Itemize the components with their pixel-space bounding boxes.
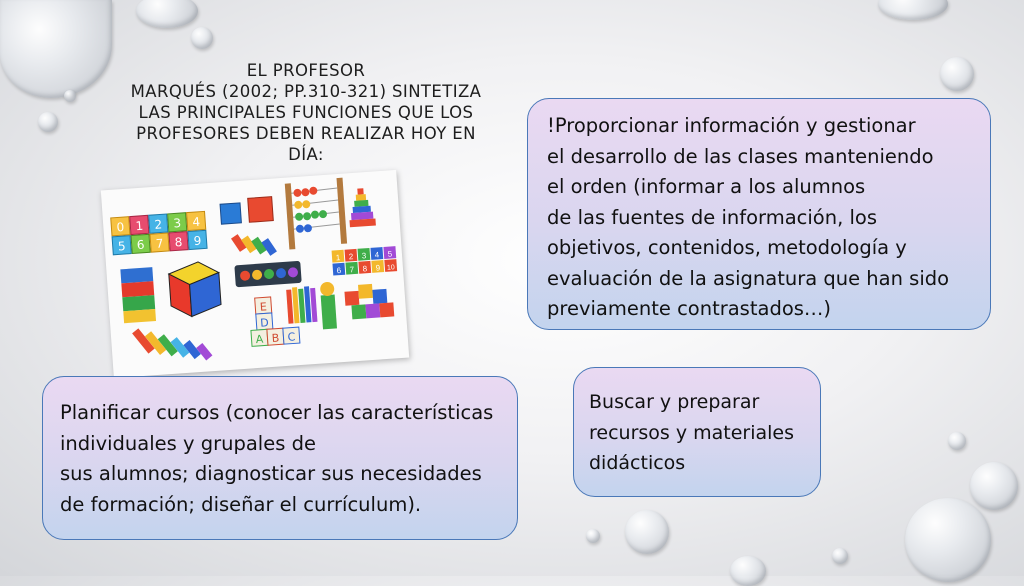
card-text-line: Planificar cursos (conocer las características — [60, 401, 494, 424]
block-digit: 9 — [375, 263, 381, 273]
card-text-line: Buscar y preparar — [589, 391, 760, 413]
block-digit: 3 — [361, 251, 367, 261]
card-text-line: el desarrollo de las clases manteniendo — [547, 144, 934, 168]
card-text-line: individuales y grupales de — [60, 431, 316, 455]
crayons — [286, 286, 317, 324]
water-droplet — [832, 548, 848, 564]
block-letter: E — [259, 300, 268, 314]
block-digit: 2 — [348, 252, 354, 262]
block-letter: C — [287, 330, 296, 344]
card-text-line: evaluación de la asignatura que han sido — [547, 266, 950, 290]
paint-palette — [234, 261, 301, 288]
block-digit: 1 — [335, 253, 341, 263]
small-cubes — [220, 197, 274, 225]
block-digit: 5 — [387, 249, 393, 259]
title-line: EL PROFESOR — [246, 61, 366, 80]
water-droplet — [191, 27, 213, 49]
xylophone — [231, 232, 277, 259]
card-text-line: objetivos, contenidos, metodología y — [547, 236, 907, 259]
water-droplet — [136, 0, 198, 28]
card-text-line: sus alumnos; diagnosticar sus necesidades — [60, 462, 482, 485]
block-letter: B — [271, 331, 280, 345]
ring-tower — [347, 188, 376, 228]
building-blocks — [344, 282, 394, 319]
title-line: MARQUÉS (2002; PP.310-321) SINTETIZA — [130, 82, 482, 101]
block-digit: 2 — [154, 217, 163, 232]
function-card-planning — [42, 376, 518, 540]
water-droplet — [0, 0, 112, 98]
card-text-line: previamente contrastados…) — [547, 297, 832, 320]
block-digit: 6 — [336, 265, 342, 276]
lego-stack — [120, 267, 156, 323]
small-number-blocks — [332, 246, 398, 275]
block-letter: A — [255, 332, 264, 347]
water-droplet — [730, 556, 766, 586]
block-digit: 7 — [349, 265, 355, 275]
water-droplet — [970, 462, 1018, 510]
block-digit: 6 — [136, 237, 145, 253]
toys-illustration — [101, 170, 409, 378]
card-text-line: de formación; diseñar el currículum). — [60, 492, 422, 516]
water-droplet — [905, 498, 991, 582]
function-card-information — [527, 98, 991, 330]
title-line: PROFESORES DEBEN REALIZAR HOY EN — [136, 124, 476, 143]
number-blocks — [111, 211, 207, 254]
card-text-line: !Proporcionar información y gestionar — [547, 114, 916, 137]
block-digit: 9 — [193, 233, 202, 249]
card-text-line: didácticos — [589, 452, 686, 474]
water-droplet — [948, 432, 966, 450]
card-text-line: de las fuentes de información, los — [547, 205, 877, 229]
educational-toys-image — [101, 170, 409, 378]
abacus — [285, 178, 348, 250]
slide-title — [116, 60, 496, 165]
rubiks-cube — [168, 261, 222, 318]
block-digit: 4 — [374, 250, 380, 260]
block-letter: D — [259, 316, 270, 330]
title-line: LAS PRINCIPALES FUNCIONES QUE LOS — [138, 103, 474, 122]
title-line: DÍA: — [288, 145, 324, 164]
block-digit: 0 — [116, 220, 125, 235]
block-digit: 10 — [386, 264, 396, 272]
block-digit: 8 — [174, 235, 183, 250]
wooden-cylinder — [320, 282, 337, 330]
block-digit: 7 — [155, 236, 164, 251]
block-digit: 8 — [362, 264, 368, 274]
block-digit: 5 — [117, 238, 127, 254]
water-droplet — [940, 57, 974, 91]
water-droplet — [38, 112, 58, 132]
function-card-resources — [573, 367, 821, 497]
xylophone-large — [132, 323, 213, 365]
water-droplet — [586, 529, 600, 543]
block-digit: 3 — [172, 216, 182, 231]
block-digit: 1 — [135, 218, 144, 234]
block-digit: 4 — [191, 214, 201, 230]
water-droplet — [878, 0, 948, 20]
card-text-line: recursos y materiales — [589, 421, 795, 444]
water-droplet — [64, 90, 76, 102]
water-droplet — [625, 510, 669, 554]
card-text-line: el orden (informar a los alumnos — [547, 175, 866, 198]
